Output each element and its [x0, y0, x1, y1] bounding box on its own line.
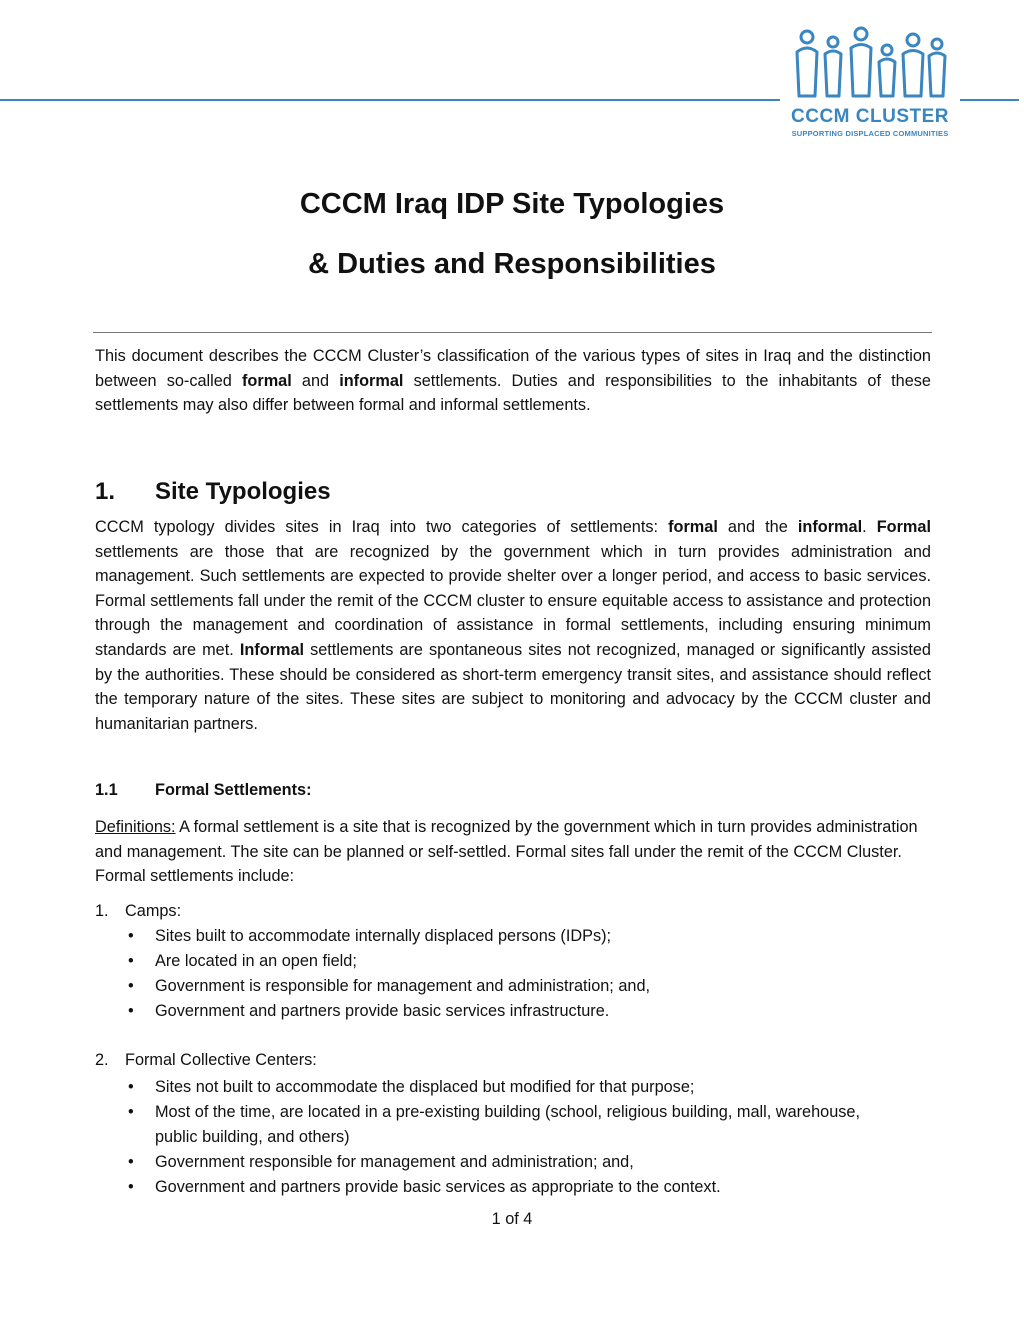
section-1-1-number: 1.1 [95, 781, 118, 799]
list-item: • Government and partners provide basic services as appropriate to the context. [125, 1175, 885, 1200]
section-1-title: Site Typologies [155, 478, 331, 505]
definitions-paragraph: Definitions: A formal settlement is a site that is recognized by the government which in turn provides administration and management. The site can be planned or self-settled. Formal sites fall under the remit of the CCCM Cluster. Formal settlements include: [95, 818, 918, 886]
camps-bullet-list [125, 924, 885, 1024]
definitions-label: Definitions: [95, 818, 176, 836]
list-item-camps: 1. Camps: [95, 902, 182, 920]
list-item: • Government is responsible for management and administration; and, [125, 974, 885, 999]
list-item: • Most of the time, are located in a pre-existing building (school, religious building, mall, warehouse, public building, and others) [125, 1100, 885, 1150]
page-number: 1 of 4 [491, 1210, 533, 1228]
section-1-1-heading [95, 781, 312, 800]
list-item: • Are located in an open field; [125, 949, 885, 974]
document-title-line-1: CCCM Iraq IDP Site Typologies [299, 188, 725, 220]
logo-name: CCCM CLUSTER [791, 106, 949, 127]
people-silhouettes-icon [785, 22, 955, 102]
list-item: • Sites not built to accommodate the displaced but modified for that purpose; [125, 1075, 885, 1100]
list-item-formal-collective-centers: 2. Formal Collective Centers: [95, 1051, 317, 1069]
list-item: • Government responsible for management and administration; and, [125, 1150, 885, 1175]
cccm-cluster-logo [780, 22, 960, 140]
list-item: • Government and partners provide basic services infrastructure. [125, 999, 885, 1024]
intro-paragraph: This document describes the CCCM Cluster’s classification of the various types of sites in Iraq and the distinction between so-called formal and informal settlements. Duties and responsibilities to the inhabitants of these settlements may also differ between formal and informal settlements. [95, 347, 931, 415]
section-1-number: 1. [95, 478, 116, 505]
logo-tagline: SUPPORTING DISPLACED COMMUNITIES [791, 129, 949, 138]
document-title-line-2: & Duties and Responsibilities [308, 248, 716, 280]
list-item: • Sites built to accommodate internally displaced persons (IDPs); [125, 924, 885, 949]
section-1-heading [95, 478, 331, 506]
section-1-paragraph: CCCM typology divides sites in Iraq into two categories of settlements: formal and the informal. Formal settlements are those that are recognized by the government which in turn provides administration and management. Such settlements are expected to provide shelter over a longer period, and access to basic services. Formal settlements fall under the remit of the CCCM cluster to ensure equitable access to assistance and protection through the management and coordination of assistance in formal settlements, including ensuring minimum standards are met. Informal settlements are spontaneous sites not recognized, managed or significantly assisted by the authorities. These should be considered as short-term emergency transit sites, and assistance should reflect the temporary nature of the sites. These sites are subject to monitoring and advocacy by the CCCM cluster and humanitarian partners. [95, 518, 931, 733]
intro-divider [93, 332, 932, 333]
section-1-1-title: Formal Settlements: [155, 781, 312, 799]
collective-centers-bullet-list [125, 1075, 885, 1200]
